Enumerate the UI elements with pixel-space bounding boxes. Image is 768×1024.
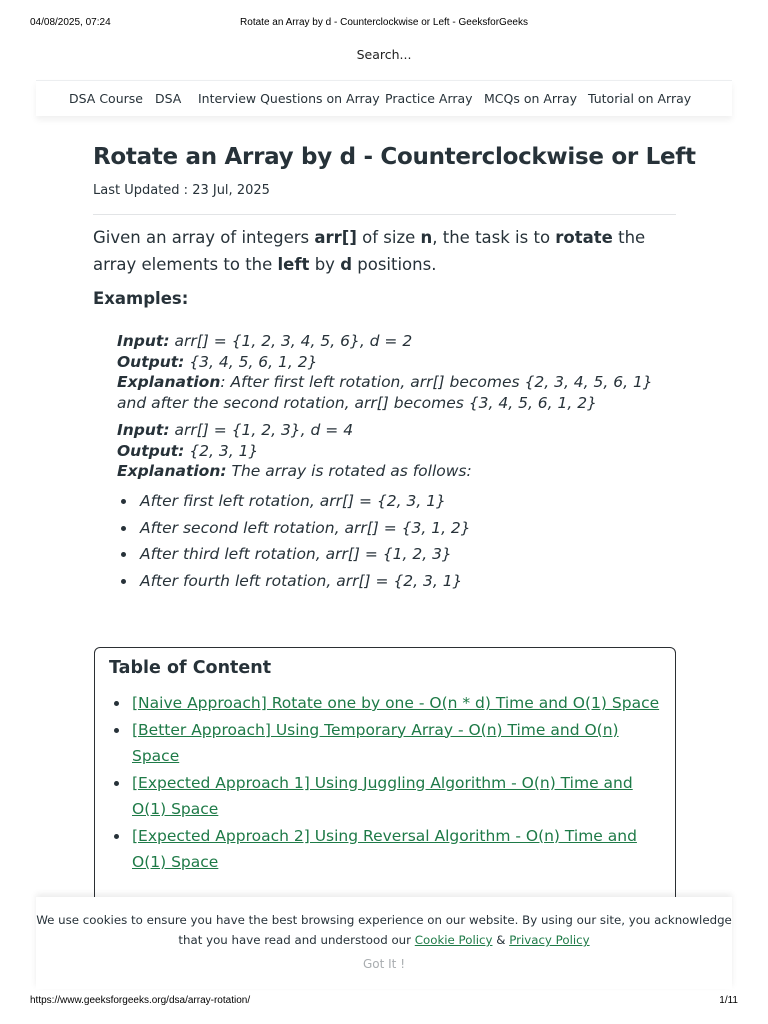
nav-item-tutorial[interactable]: Tutorial on Array: [588, 91, 692, 106]
example-1: Input: arr[] = {1, 2, 3, 4, 5, 6}, d = 2 Output: {3, 4, 5, 6, 1, 2} Explanation: After first left rotation, arr[] becomes {2, 3, 4, 5, 6, 1} and after the second rotation, arr[] becomes {3, 4, 5, 6, 1, 2}: [117, 332, 653, 412]
toc-item: [109, 823, 661, 876]
toc-item: [109, 717, 661, 770]
toc-title: Table of Content: [109, 658, 272, 678]
examples-heading: Examples:: [93, 289, 189, 308]
print-footer: [30, 995, 738, 1009]
toc-link-reversal[interactable]: [Expected Approach 2] Using Reversal Algorithm - O(n) Time and O(1) Space: [132, 826, 637, 871]
toc-list: [109, 690, 661, 876]
cookie-banner: [36, 897, 732, 989]
nav-item-dsa[interactable]: DSA: [155, 91, 182, 106]
last-updated: Last Updated : 23 Jul, 2025: [93, 183, 270, 198]
print-header: [30, 17, 738, 31]
list-item: After third left rotation, arr[] = {1, 2, 3}: [117, 543, 677, 570]
search-input[interactable]: Search...: [356, 47, 412, 62]
list-item: After second left rotation, arr[] = {3, 1, 2}: [117, 517, 677, 544]
toc-link-better[interactable]: [Better Approach] Using Temporary Array - O(n) Time and O(n) Space: [132, 720, 619, 765]
rotation-steps-list: [117, 490, 677, 596]
page-title: Rotate an Array by d - Counterclockwise or Left: [93, 144, 696, 170]
nav-item-interview-questions[interactable]: Interview Questions on Array: [198, 91, 380, 106]
top-nav: [36, 80, 732, 116]
toc-link-naive[interactable]: [Naive Approach] Rotate one by one - O(n * d) Time and O(1) Space: [132, 694, 660, 712]
list-item: After fourth left rotation, arr[] = {2, 3, 1}: [117, 570, 677, 597]
nav-item-mcqs[interactable]: MCQs on Array: [484, 91, 578, 106]
cookie-message: We use cookies to ensure you have the best browsing experience on our website. By using our site, you acknowledge that you have read and understood our Cookie Policy & Privacy Policy: [36, 913, 732, 947]
toc-item: [109, 690, 661, 717]
toc-link-juggling[interactable]: [Expected Approach 1] Using Juggling Algorithm - O(n) Time and O(1) Space: [132, 773, 633, 818]
divider: [93, 214, 676, 215]
example-2: Input: arr[] = {1, 2, 3}, d = 4 Output: {2, 3, 1} Explanation: The array is rotated as follows:: [117, 421, 472, 480]
got-it-button[interactable]: Got It !: [362, 957, 406, 971]
nav-item-dsa-course[interactable]: DSA Course: [69, 91, 143, 106]
toc-item: [109, 770, 661, 823]
list-item: After first left rotation, arr[] = {2, 3, 1}: [117, 490, 677, 517]
print-page-number: 1/11: [719, 995, 738, 1006]
privacy-policy-link[interactable]: Privacy Policy: [509, 933, 590, 947]
cookie-policy-link[interactable]: Cookie Policy: [414, 933, 493, 947]
nav-item-practice-array[interactable]: Practice Array: [385, 91, 473, 106]
print-datetime: 04/08/2025, 07:24: [30, 17, 111, 28]
print-url: https://www.geeksforgeeks.org/dsa/array-rotation/: [30, 995, 251, 1006]
problem-statement: Given an array of integers arr[] of size n, the task is to rotate the array elements to the left by d positions.: [93, 228, 646, 274]
print-doc-title: Rotate an Array by d - Counterclockwise or Left - GeeksforGeeks: [240, 17, 528, 28]
